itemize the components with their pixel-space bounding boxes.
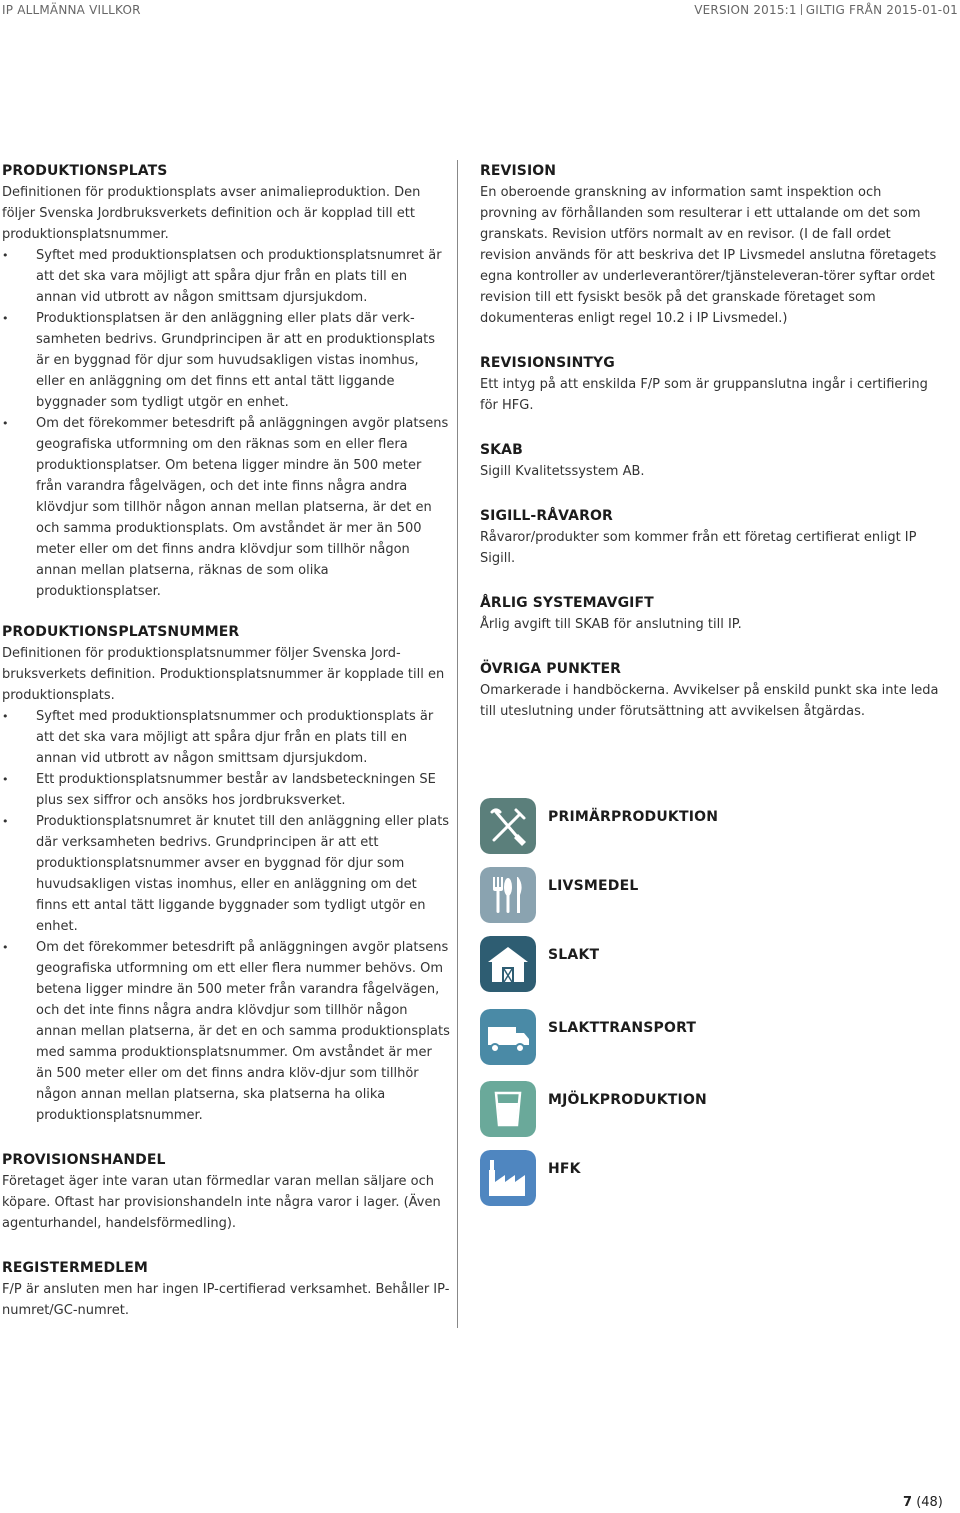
list-item: • Om det förekommer betesdrift på anläggningen avgör platsens geografiska utformning om ett eller flera nummer behövs. Om betena ligger mindre än 500 meter från varandra fågelvägen, och det inte finns några andra klövdjur som tillhör någon annan mellan platserna, är det en och samma produktionsplats med samma produktionsplatsnummer. Om avståndet är mer än 500 meter eller om det finns andra klöv-djur som tillhör någon annan mellan platserna, ska platserna ha olika produktionsplatsnummer. [2, 937, 450, 1126]
version-info [694, 3, 958, 17]
legend-item-slakt [480, 936, 780, 992]
tools-icon [480, 798, 536, 854]
page-number [903, 1495, 943, 1510]
glass-icon [480, 1081, 536, 1137]
section-title: REGISTERMEDLEM [2, 1260, 148, 1276]
section-revisionsintyg [480, 352, 940, 416]
section-produktionsplatsnummer [2, 621, 450, 1126]
list-item: • Ett produktionsplatsnummer består av landsbeteckningen SE plus sex siffror och ansöks hos jordbruksverket. [2, 769, 450, 811]
section-text: Sigill Kvalitetssystem AB. [480, 464, 645, 479]
legend-label: SLAKT [548, 947, 600, 963]
factory-icon [480, 1150, 536, 1206]
section-title: SIGILL-RÅVAROR [480, 508, 613, 524]
section-title: REVISIONSINTYG [480, 355, 615, 371]
list-item: • Syftet med produktionsplatsnummer och produktionsplats är att det ska vara möjligt att spåra djur från en plats till en annan vid utbrott av någon smittsam djursjukdom. [2, 706, 450, 769]
section-title: ÅRLIG SYSTEMAVGIFT [480, 595, 654, 611]
truck-icon [480, 1009, 536, 1065]
section-ovriga-punkter [480, 658, 940, 722]
section-intro: Definitionen för produktionsplats avser animalieproduktion. Den följer Svenska Jordbruksverkets definition och är kopplad till ett produktionsplatsnummer. [2, 185, 421, 242]
section-title: REVISION [480, 163, 557, 179]
right-column [480, 160, 940, 722]
section-registermedlem [2, 1257, 450, 1321]
section-text: En oberoende granskning av information samt inspektion och provning av förhållanden som resulterar i ett uttalande om det som granskats. Revision utförs normalt av en revisor. (I de fall ordet revision används för att beskriva det IP Livsmedel anslutna företagets egna kontroller av underleverantörer/tjänsteleveran-törer syftar ordet revision till ett fysiskt besök på det granskade företaget som dokumenteras enligt regel 10.2 i IP Livsmedel.) [480, 185, 937, 326]
section-skab [480, 439, 940, 482]
list-item: • Produktionsplatsnumret är knutet till den anläggning eller plats där verksamheten bedrivs. Grundprincipen är att ett produktionsplatsnummer avser en byggnad för djur som huvudsakligen vistas inomhus, eller en anläggning om det finns ett antal tätt liggande byggnader som tydligt utgör en enhet. [2, 811, 450, 937]
legend-item-mjolkproduktion [480, 1081, 780, 1137]
legend-item-livsmedel [480, 867, 780, 923]
bullet-list [2, 706, 450, 1126]
legend-label: LIVSMEDEL [548, 878, 639, 894]
section-text: Företaget äger inte varan utan förmedlar varan mellan säljare och köpare. Oftast har provisionshandeln inte några varor i lager. (Även agenturhandel, handelsförmedling). [2, 1174, 441, 1231]
legend-item-primarproduktion [480, 798, 780, 854]
section-title: PROVISIONSHANDEL [2, 1152, 166, 1168]
list-item: • Syftet med produktionsplatsen och produktionsplatsnumret är att det ska vara möjligt att spåra djur från en plats till en annan vid utbrott av någon smittsam djursjukdom. [2, 245, 450, 308]
barn-icon [480, 936, 536, 992]
total-pages: (48) [916, 1495, 943, 1510]
section-title: ÖVRIGA PUNKTER [480, 661, 622, 677]
legend-label: HFK [548, 1161, 581, 1177]
section-title: PRODUKTIONSPLATS [2, 163, 168, 179]
legend-label: SLAKTTRANSPORT [548, 1020, 697, 1036]
header-separator [801, 4, 802, 15]
section-text: Årlig avgift till SKAB för anslutning till IP. [480, 617, 742, 632]
legend-item-hfk [480, 1150, 780, 1206]
section-title: PRODUKTIONSPLATSNUMMER [2, 624, 240, 640]
section-arlig-systemavgift [480, 592, 940, 635]
section-title: SKAB [480, 442, 523, 458]
section-text: F/P är ansluten men har ingen IP-certifierad verksamhet. Behåller IP-numret/GC-numret. [2, 1282, 450, 1318]
section-text: Råvaror/produkter som kommer från ett företag certifierat enligt IP Sigill. [480, 530, 917, 566]
valid-from-label: GILTIG FRÅN 2015-01-01 [805, 3, 958, 17]
section-provisionshandel [2, 1149, 450, 1234]
legend-label: PRIMÄRPRODUKTION [548, 809, 719, 825]
list-item: • Om det förekommer betesdrift på anläggningen avgör platsens geografiska utformning om den räknas som en eller flera produktionsplatser. Om betena ligger mindre än 500 meter från varandra fågelvägen, och det inte finns några andra klövdjur som tillhör någon annan mellan platserna, är det en och samma produktionsplats. Om avståndet är mer än 500 meter eller om det finns andra klövdjur som tillhör någon annan mellan platserna, räknas de som olika produktionsplatser. [2, 413, 450, 602]
legend-label: MJÖLKPRODUKTION [548, 1092, 707, 1108]
current-page: 7 [903, 1495, 913, 1510]
column-divider [457, 160, 458, 1328]
legend-item-slakttransport [480, 1009, 780, 1065]
section-text: Ett intyg på att enskilda F/P som är gruppanslutna ingår i certifiering för HFG. [480, 377, 928, 413]
version-label: VERSION 2015:1 [694, 3, 797, 17]
section-intro: Definitionen för produktionsplatsnummer följer Svenska Jord-bruksverkets definition. Produktionsplatsnummer är kopplade till en produktionsplats. [2, 646, 445, 703]
page-header [0, 0, 960, 20]
bullet-list [2, 245, 450, 602]
section-revision [480, 160, 940, 329]
section-sigill-ravaror [480, 505, 940, 569]
list-item: • Produktionsplatsen är den anläggning eller plats där verk-samheten bedrivs. Grundprincipen är att en produktionsplats är en byggnad för djur som huvudsakligen vistas inomhus, eller en anläggning om det finns ett antal tätt liggande byggnader som tydligt utgör en enhet. [2, 308, 450, 413]
cutlery-icon [480, 867, 536, 923]
document-title: IP ALLMÄNNA VILLKOR [2, 3, 141, 17]
left-column [2, 160, 450, 1321]
section-text: Omarkerade i handböckerna. Avvikelser på enskild punkt ska inte leda till uteslutning under förutsättning att avvikelsen åtgärdas. [480, 683, 939, 719]
section-produktionsplats [2, 160, 450, 602]
